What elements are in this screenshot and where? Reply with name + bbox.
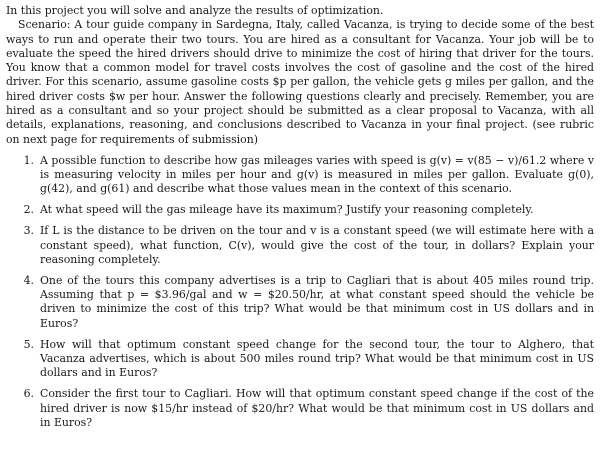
question-text: How will that optimum constant speed change for the second tour, the tour to Alghero, that Vacanza advertises, which is about 500 miles round trip? What would be that minimum cost in US dollars and in Euros? (40, 337, 594, 380)
question-text: If L is the distance to be driven on the tour and v is a constant speed (we will estimate here with a constant speed), what function, C(v), would give the cost of the tour, in dollars? Explain your reasoning completely. (40, 224, 594, 266)
question-item-5 (6, 338, 594, 381)
question-item-2 (6, 203, 594, 217)
intro-paragraph (6, 4, 594, 147)
question-list (6, 154, 594, 430)
scenario-text: Scenario: A tour guide company in Sardegna, Italy, called Vacanza, is trying to decide some of the best ways to run and operate their two tours. You are hired as a consultant for Vacanza. Your job will be to evaluate the speed the hired drivers should drive to minimize the cost of hiring that driver for the tours. You know that a common model for travel costs involves the cost of gasoline and the cost of the hired driver. For this scenario, assume gasoline costs $p per gallon, the vehicle gets g miles per gallon, and the hired driver costs $w per hour. Answer the following questions clearly and precisely. Remember, you are hired as a consultant and so your project should be submitted as a clear proposal to Vacanza, with all details, explanations, reasoning, and conclusions described to Vacanza in your final project. (see rubric on next page for requirements of submission) (6, 18, 594, 146)
question-text: A possible function to describe how gas mileages varies with speed is g(v) = v(85 − v)/61.2 where v is measuring velocity in miles per hour and g(v) is measured in miles per gallon. Evaluate g(0), g(42), and g(61) and describe what those values mean in the context of this scenario. (40, 153, 594, 196)
question-number: 4. (23, 273, 34, 287)
question-text: One of the tours this company advertises is a trip to Cagliari that is about 405 miles round trip. Assuming that p = $3.96/gal and w = $20.50/hr, at what constant speed should the vehicle be driven to minimize the cost of this trip? What would be that minimum cost in US dollars and in Euros? (40, 273, 594, 330)
question-item-1 (6, 154, 594, 197)
question-item-3 (6, 224, 594, 267)
question-number: 6. (23, 387, 34, 401)
question-number: 1. (23, 153, 34, 167)
intro-first-line: In this project you will solve and analyze the results of optimization. (6, 4, 384, 17)
question-number: 5. (23, 337, 34, 351)
question-text: At what speed will the gas mileage have its maximum? Justify your reasoning completely. (40, 203, 534, 217)
question-text: Consider the first tour to Cagliari. How will that optimum constant speed change if the cost of the hired driver is now $15/hr instead of $20/hr? What would be that minimum cost in US dollars and in Euros? (40, 387, 594, 429)
question-number: 3. (23, 224, 34, 238)
question-item-6 (6, 387, 594, 430)
question-item-4 (6, 274, 594, 331)
question-number: 2. (23, 203, 34, 217)
